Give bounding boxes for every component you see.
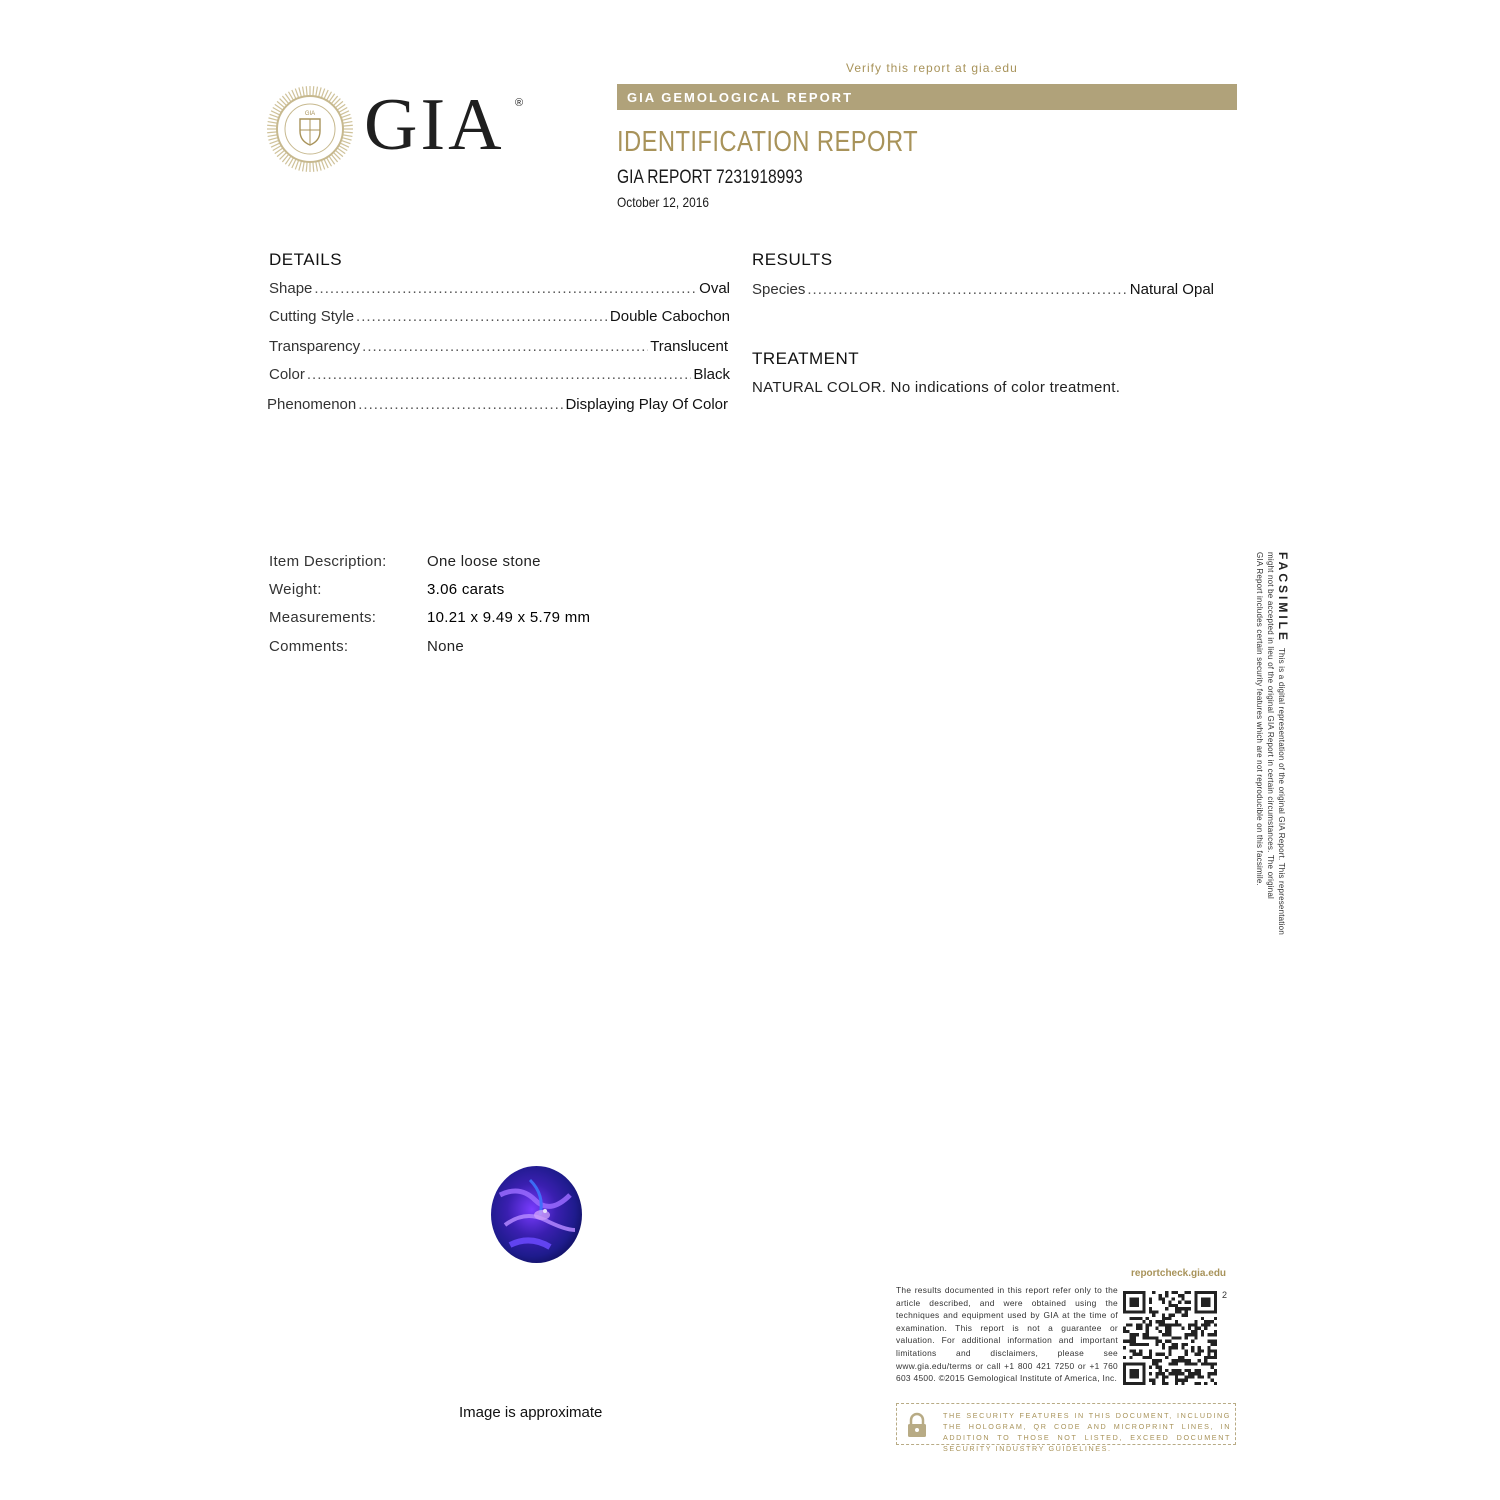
result-row-species [752, 281, 1214, 298]
result-value: Natural Opal [1129, 281, 1214, 298]
report-date: October 12, 2016 [617, 194, 709, 210]
detail-label: Transparency [269, 338, 361, 355]
report-number: GIA REPORT 7231918993 [617, 167, 803, 188]
facsimile-heading: FACSIMILE [1276, 552, 1290, 644]
leader-dots [307, 366, 691, 383]
detail-label: Cutting Style [269, 308, 355, 325]
detail-row-phenomenon [267, 396, 728, 413]
treatment-text: NATURAL COLOR. No indications of color treatment. [752, 379, 1121, 396]
detail-value: Black [693, 366, 730, 383]
detail-row-shape [269, 280, 730, 297]
facsimile-line-2: might not be accepted in lieu of the original GIA Report in certain circumstances. The original [1266, 552, 1275, 900]
treatment-heading: TREATMENT [752, 349, 860, 368]
item-value: 3.06 carats [427, 581, 505, 598]
item-value: None [427, 638, 465, 655]
facsimile-notice [1248, 552, 1288, 952]
detail-row-color [269, 366, 730, 383]
verify-link[interactable]: Verify this report at gia.edu [846, 61, 1018, 75]
item-label: Weight: [269, 581, 322, 598]
result-label: Species [752, 281, 806, 298]
detail-value: Displaying Play Of Color [565, 396, 728, 413]
detail-row-transparency [269, 338, 728, 355]
detail-row-cutting-style [269, 308, 730, 325]
gia-seal-icon [266, 85, 354, 173]
facsimile-line-1: This is a digital representation of the original GIA Report. This representation [1277, 647, 1286, 935]
results-heading: RESULTS [752, 250, 833, 269]
detail-label: Color [269, 366, 305, 383]
leader-dots [358, 396, 563, 413]
reportcheck-link[interactable]: reportcheck.gia.edu [1131, 1268, 1227, 1279]
opal-stone-image [490, 1165, 583, 1264]
leader-dots [807, 281, 1127, 298]
registered-mark: ® [515, 97, 524, 109]
leader-dots [314, 280, 697, 297]
detail-value: Double Cabochon [609, 308, 730, 325]
leader-dots [356, 308, 608, 325]
detail-value: Translucent [650, 338, 728, 355]
facsimile-line-3: GIA Report includes certain security features which are not reproducible on this facsimile. [1255, 552, 1264, 886]
item-label: Measurements: [269, 609, 377, 626]
report-banner [617, 84, 1237, 110]
qr-code-icon[interactable] [1123, 1289, 1217, 1387]
leader-dots [362, 338, 648, 355]
gia-logo: GIA [364, 84, 505, 166]
security-text: THE SECURITY FEATURES IN THIS DOCUMENT, INCLUDING THE HOLOGRAM, QR CODE AND MICROPRINT LINES, IN ADDITION TO THOSE NOT LISTED, EXCEED DOCUMENT SECURITY INDUSTRY GUIDELINES. [943, 1411, 1231, 1453]
details-heading: DETAILS [269, 250, 343, 269]
detail-label: Phenomenon [267, 396, 357, 413]
banner-text: GIA GEMOLOGICAL REPORT [627, 90, 854, 105]
lock-icon [905, 1412, 929, 1438]
item-label: Comments: [269, 638, 349, 655]
disclaimer-text: The results documented in this report refer only to the article described, and were obtained using the techniques and equipment used by GIA at the time of examination. This report is not a guarantee or valuation. For additional information and important limitations and disclaimers, please see www.gia.edu/terms or call +1 800 421 7250 or +1 760 603 4500. ©2015 Gemological Institute of America, Inc. [896, 1285, 1118, 1384]
security-notice [896, 1403, 1236, 1453]
page-number: 2 [1222, 1290, 1228, 1300]
seal-inner-text: GIA [304, 111, 316, 117]
detail-label: Shape [269, 280, 313, 297]
item-value: 10.21 x 9.49 x 5.79 mm [427, 609, 591, 626]
report-title: IDENTIFICATION REPORT [617, 126, 919, 158]
item-value: One loose stone [427, 553, 541, 570]
image-caption: Image is approximate [459, 1404, 603, 1421]
detail-value: Oval [699, 280, 730, 297]
item-label: Item Description: [269, 553, 387, 570]
